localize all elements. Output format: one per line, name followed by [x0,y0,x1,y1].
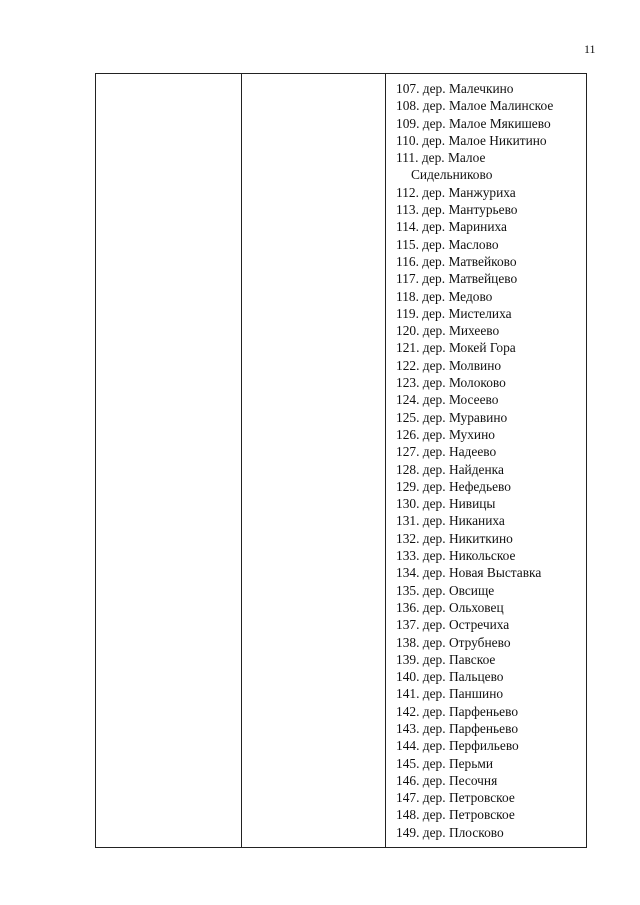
item-number: 108. [396,98,420,114]
item-name: дер. Никольское [422,548,516,564]
list-item [396,426,586,443]
item-name: дер. Матвейцево [422,271,518,287]
list-item [396,80,586,97]
item-number: 119. [396,305,419,321]
item-number: 120. [396,323,420,339]
list-item [396,97,586,114]
item-number: 146. [396,772,420,788]
list-item [396,530,586,547]
item-number: 143. [396,720,420,736]
item-number: 144. [396,738,420,754]
list-item [396,703,586,720]
item-number: 115. [396,236,419,252]
list-item [396,720,586,737]
item-name: дер. Ольховец [422,599,504,615]
item-number: 118. [396,288,419,304]
list-item [396,564,586,581]
item-name: дер. Малое [421,150,486,166]
item-number: 124. [396,392,420,408]
item-name: дер. Малое Малинское [422,98,554,114]
item-name: дер. Мантурьево [422,202,518,218]
list-item [396,547,586,564]
list-item [396,789,586,806]
item-name: дер. Молоково [422,375,506,391]
list-item [396,357,586,374]
list-item [396,478,586,495]
column-divider [385,74,386,847]
item-name: дер. Муравино [422,409,508,425]
list-item [396,184,586,201]
item-name: дер. Перфильево [422,738,519,754]
item-name: дер. Петровское [422,790,515,806]
item-name: дер. Петровское [422,807,515,823]
list-item [396,339,586,356]
list-item [396,270,586,287]
item-name: дер. Новая Выставка [422,565,542,581]
item-name: дер. Отрубнево [422,634,511,650]
list-item [396,288,586,305]
item-number: 127. [396,444,420,460]
item-number: 147. [396,790,420,806]
item-name: дер. Песочня [422,772,498,788]
page-number: 11 [584,42,596,56]
list-item [396,806,586,823]
item-name: дер. Плосково [422,824,504,840]
item-name: дер. Михеево [422,323,500,339]
list-item [396,374,586,391]
list-item [396,236,586,253]
item-name: дер. Мистелиха [422,305,512,321]
item-number: 110. [396,132,419,148]
item-name: дер. Никиткино [422,530,513,546]
list-item [396,201,586,218]
item-name: дер. Найденка [422,461,504,477]
list-item [396,443,586,460]
item-number: 140. [396,669,420,685]
item-name: дер. Паншино [422,686,504,702]
list-item [396,149,586,184]
item-number: 139. [396,651,420,667]
item-number: 132. [396,530,420,546]
item-name: дер. Медово [422,288,493,304]
item-name-continuation: Сидельниково [411,167,493,183]
item-name: дер. Малечкино [422,81,514,96]
column-divider [241,74,242,847]
item-number: 122. [396,357,420,373]
list-item [396,495,586,512]
item-number: 128. [396,461,420,477]
item-name: дер. Мокей Гора [422,340,516,356]
item-number: 114. [396,219,419,235]
list-item [396,218,586,235]
item-number: 126. [396,426,420,442]
item-number: 148. [396,807,420,823]
item-number: 137. [396,617,420,633]
list-item [396,824,586,841]
item-number: 142. [396,703,420,719]
item-number: 133. [396,548,420,564]
item-number: 111. [396,150,419,166]
list-item [396,391,586,408]
item-name: дер. Малое Мякишево [422,115,551,131]
item-name: дер. Павское [422,651,496,667]
item-number: 123. [396,375,420,391]
item-name: дер. Мухино [422,426,495,442]
list-item [396,772,586,789]
item-name: дер. Никаниха [422,513,505,529]
item-name: дер. Овсище [422,582,495,598]
item-number: 107. [396,81,420,96]
list-item [396,512,586,529]
list-item [396,115,586,132]
item-name: дер. Нивицы [422,496,496,512]
item-number: 131. [396,513,420,529]
settlements-table [95,73,587,848]
list-item [396,305,586,322]
item-name: дер. Парфеньево [422,720,519,736]
list-item [396,132,586,149]
list-item [396,253,586,270]
item-name: дер. Надеево [422,444,497,460]
list-item [396,582,586,599]
item-name: дер. Манжуриха [422,184,516,200]
item-number: 112. [396,184,419,200]
list-item [396,685,586,702]
settlements-list [396,80,586,841]
item-name: дер. Перьми [422,755,493,771]
list-item [396,755,586,772]
item-number: 109. [396,115,420,131]
list-item [396,737,586,754]
item-number: 135. [396,582,420,598]
item-number: 134. [396,565,420,581]
item-number: 121. [396,340,420,356]
item-name: дер. Молвино [422,357,502,373]
item-number: 116. [396,253,419,269]
item-name: дер. Матвейково [422,253,517,269]
list-item [396,651,586,668]
item-name: дер. Маслово [422,236,499,252]
item-name: дер. Нефедьево [422,478,511,494]
item-number: 141. [396,686,420,702]
item-name: дер. Пальцево [422,669,504,685]
item-name: дер. Мосеево [422,392,499,408]
item-number: 149. [396,824,420,840]
list-item [396,599,586,616]
item-number: 130. [396,496,420,512]
item-name: дер. Малое Никитино [422,132,547,148]
item-number: 117. [396,271,419,287]
item-number: 136. [396,599,420,615]
item-number: 145. [396,755,420,771]
item-number: 129. [396,478,420,494]
item-number: 125. [396,409,420,425]
list-item [396,409,586,426]
item-name: дер. Мариниха [422,219,507,235]
list-item [396,461,586,478]
list-item [396,668,586,685]
list-item [396,322,586,339]
list-item [396,634,586,651]
item-name: дер. Парфеньево [422,703,519,719]
item-name: дер. Остречиха [422,617,510,633]
item-number: 113. [396,202,419,218]
list-item [396,616,586,633]
item-number: 138. [396,634,420,650]
